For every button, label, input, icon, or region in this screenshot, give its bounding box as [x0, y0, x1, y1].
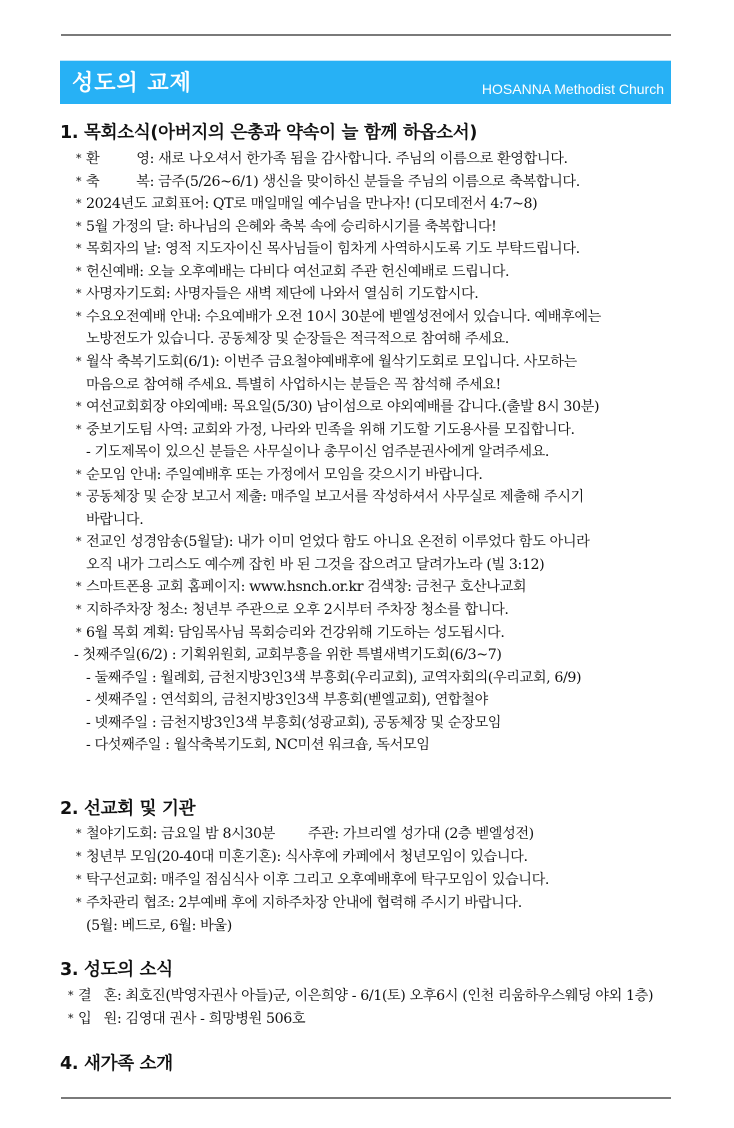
- list-item: [86, 509, 143, 529]
- list-item-text: (5월: 베드로, 6월: 바울): [86, 918, 232, 934]
- bullet-asterisk: *: [68, 989, 74, 1002]
- bullet-asterisk: *: [76, 242, 82, 256]
- section-1-title: 1. 목회소식(아버지의 은총과 약속이 늘 함께 하옵소서): [60, 123, 478, 143]
- list-item-text: 2024년도 교회표어: QT로 매일매일 예수님을 만나자! (디모데전서 4:7~8): [86, 196, 538, 213]
- list-item-text: 입 원: 김영대 권사 - 희망병원 506호: [78, 1011, 306, 1027]
- list-item: [74, 644, 501, 664]
- list-item: [76, 216, 496, 236]
- list-item: [76, 148, 568, 168]
- bullet-asterisk: *: [76, 580, 82, 594]
- list-item: [76, 464, 483, 484]
- list-item: [86, 712, 501, 732]
- list-item-text: 스마트폰용 교회 홈페이지: www.hsnch.or.kr 검색창: 금천구 호산나교회: [86, 579, 527, 596]
- list-item-text: 6월 목회 계획: 담임목사님 목회승리와 건강위해 기도하는 성도됩시다.: [86, 624, 505, 641]
- bullet-asterisk: *: [76, 287, 82, 301]
- bullet-asterisk: *: [76, 896, 82, 909]
- bullet-asterisk: *: [68, 1012, 74, 1025]
- list-item: [86, 734, 430, 754]
- list-item: [76, 531, 589, 551]
- section-banner: [60, 60, 671, 104]
- bottom-divider: [61, 1097, 671, 1099]
- list-item-text: 전교인 성경암송(5월달): 내가 이미 얻었다 함도 아니요 온전히 이루었다 함도 아니라: [86, 534, 590, 551]
- list-item: [76, 261, 509, 281]
- bullet-asterisk: *: [76, 490, 82, 504]
- list-item-text: 바랍니다.: [86, 511, 144, 528]
- section-3-title: 3. 성도의 소식: [60, 960, 173, 980]
- list-item-text: 환 영: 새로 나오셔서 한가족 됨을 감사합니다. 주님의 이름으로 환영합니다.: [86, 151, 568, 167]
- list-item: [76, 576, 526, 596]
- list-item: [76, 846, 528, 866]
- bullet-asterisk: *: [76, 850, 82, 863]
- bullet-asterisk: *: [76, 264, 82, 278]
- list-item: [76, 419, 575, 439]
- list-item-text: 주차관리 협조: 2부예배 후에 지하주차장 안내에 협력해 주시기 바랍니다.: [86, 895, 522, 911]
- list-item: [76, 892, 522, 912]
- list-item-text: - 둘째주일 : 월례회, 금천지방3인3색 부흥회(우리교회), 교역자회의(우리교회, 6/9): [86, 669, 582, 686]
- list-item: [76, 823, 534, 843]
- list-item-text: 순모임 안내: 주일예배후 또는 가정에서 모임을 갖으시기 바랍니다.: [86, 466, 483, 483]
- bullet-asterisk: *: [76, 400, 82, 414]
- list-item: [68, 985, 653, 1005]
- section-2-title: 2. 선교회 및 기관: [60, 799, 196, 819]
- list-item: [86, 374, 501, 394]
- list-item-text: 목회자의 날: 영적 지도자이신 목사님들이 힘차게 사역하시도록 기도 부탁드립니다.: [86, 241, 580, 258]
- list-item-text: 여선교회회장 야외예배: 목요일(5/30) 남이섬으로 야외예배를 갑니다.(출발 8시 30분): [86, 399, 600, 416]
- bullet-asterisk: *: [76, 152, 82, 165]
- church-name: HOSANNA Methodist Church: [481, 81, 664, 97]
- list-item: [76, 306, 601, 326]
- bullet-asterisk: *: [76, 309, 82, 323]
- list-item: [86, 441, 549, 461]
- list-item: [76, 283, 478, 303]
- bullet-asterisk: *: [76, 535, 82, 549]
- list-item-text: 사명자기도회: 사명자들은 새벽 제단에 나와서 열심히 기도합시다.: [86, 286, 479, 303]
- list-item: [76, 622, 504, 642]
- bullet-asterisk: *: [76, 422, 82, 436]
- list-item-text: 마음으로 참여해 주세요. 특별히 사업하시는 분들은 꼭 참석해 주세요!: [86, 376, 501, 393]
- page-title: 성도의 교제: [72, 71, 192, 96]
- bullet-asterisk: *: [76, 197, 82, 211]
- list-item-text: - 기도제목이 있으신 분들은 사무실이나 총무이신 엄주분권사에게 알려주세요.: [86, 444, 550, 461]
- list-item: [76, 351, 577, 371]
- bullet-asterisk: *: [76, 174, 82, 188]
- bullet-asterisk: *: [76, 625, 82, 639]
- list-item-text: 중보기도팀 사역: 교회와 가정, 나라와 민족을 위해 기도할 기도용사를 모집합니다.: [86, 421, 575, 438]
- list-item-text: - 셋째주일 : 연석회의, 금천지방3인3색 부흥회(벧엘교회), 연합철야: [86, 692, 488, 709]
- list-item-text: 지하주차장 청소: 청년부 주관으로 오후 2시부터 주차장 청소를 합니다.: [86, 602, 509, 618]
- list-item: [86, 328, 509, 348]
- list-item-text: 오직 내가 그리스도 예수께 잡힌 바 된 그것을 잡으려고 달려가노라 (빌 3:12): [86, 556, 545, 573]
- bullet-asterisk: *: [76, 827, 82, 840]
- list-item-text: 결 혼: 최호진(박영자권사 아들)군, 이은희양 - 6/1(토) 오후6시 (인천 리움하우스웨딩 야외 1층): [78, 988, 654, 1004]
- bullet-asterisk: *: [76, 467, 82, 481]
- list-item-text: 탁구선교회: 매주일 점심식사 이후 그리고 오후예배후에 탁구모임이 있습니다.: [86, 872, 550, 888]
- list-item-text: 청년부 모임(20-40대 미혼기혼): 식사후에 카페에서 청년모임이 있습니다.: [86, 849, 528, 865]
- list-item: [86, 667, 581, 687]
- top-divider: [61, 34, 671, 36]
- list-item: [68, 1008, 305, 1028]
- list-item: [76, 171, 580, 191]
- list-item-text: 철야기도회: 금요일 밤 8시30분 주관: 가브리엘 성가대 (2층 벧엘성전): [86, 826, 534, 842]
- list-item-text: 수요오전예배 안내: 수요예배가 오전 10시 30분에 벧엘성전에서 있습니다. 예배후에는: [86, 308, 601, 325]
- list-item-text: 공동체장 및 순장 보고서 제출: 매주일 보고서를 작성하셔서 사무실로 제출해 주시기: [86, 489, 584, 506]
- list-item: [76, 869, 549, 889]
- list-item: [86, 915, 232, 935]
- list-item: [76, 486, 584, 506]
- list-item-text: 노방전도가 있습니다. 공동체장 및 순장들은 적극적으로 참여해 주세요.: [86, 331, 509, 348]
- list-item: [76, 193, 537, 213]
- list-item-text: - 넷째주일 : 금천지방3인3색 부흥회(성광교회), 공동체장 및 순장모임: [86, 714, 502, 731]
- list-item: [76, 238, 580, 258]
- list-item-text: - 다섯째주일 : 월삭축복기도회, NC미션 워크숍, 독서모임: [86, 737, 430, 754]
- list-item-text: 헌신예배: 오늘 오후예배는 다비다 여선교회 주관 헌신예배로 드립니다.: [86, 263, 510, 280]
- list-item: [76, 599, 509, 619]
- list-item-text: 월삭 축복기도회(6/1): 이번주 금요철야예배후에 월삭기도회로 모입니다. 사모하는: [86, 353, 577, 370]
- list-item-text: - 첫째주일(6/2) : 기획위원회, 교회부흥을 위한 특별새벽기도회(6/3~7): [74, 647, 502, 664]
- bullet-asterisk: *: [76, 603, 82, 616]
- list-item-text: 5월 가정의 달: 하나님의 은혜와 축복 속에 승리하시기를 축복합니다!: [86, 218, 497, 235]
- list-item: [86, 554, 544, 574]
- bullet-asterisk: *: [76, 354, 82, 368]
- list-item: [76, 396, 599, 416]
- section-4-title: 4. 새가족 소개: [60, 1054, 173, 1074]
- list-item-text: 축 복: 금주(5/26~6/1) 생신을 맞이하신 분들을 주님의 이름으로 축복합니다.: [86, 173, 580, 190]
- bullet-asterisk: *: [76, 873, 82, 886]
- list-item: [86, 689, 488, 709]
- bullet-asterisk: *: [76, 219, 82, 233]
